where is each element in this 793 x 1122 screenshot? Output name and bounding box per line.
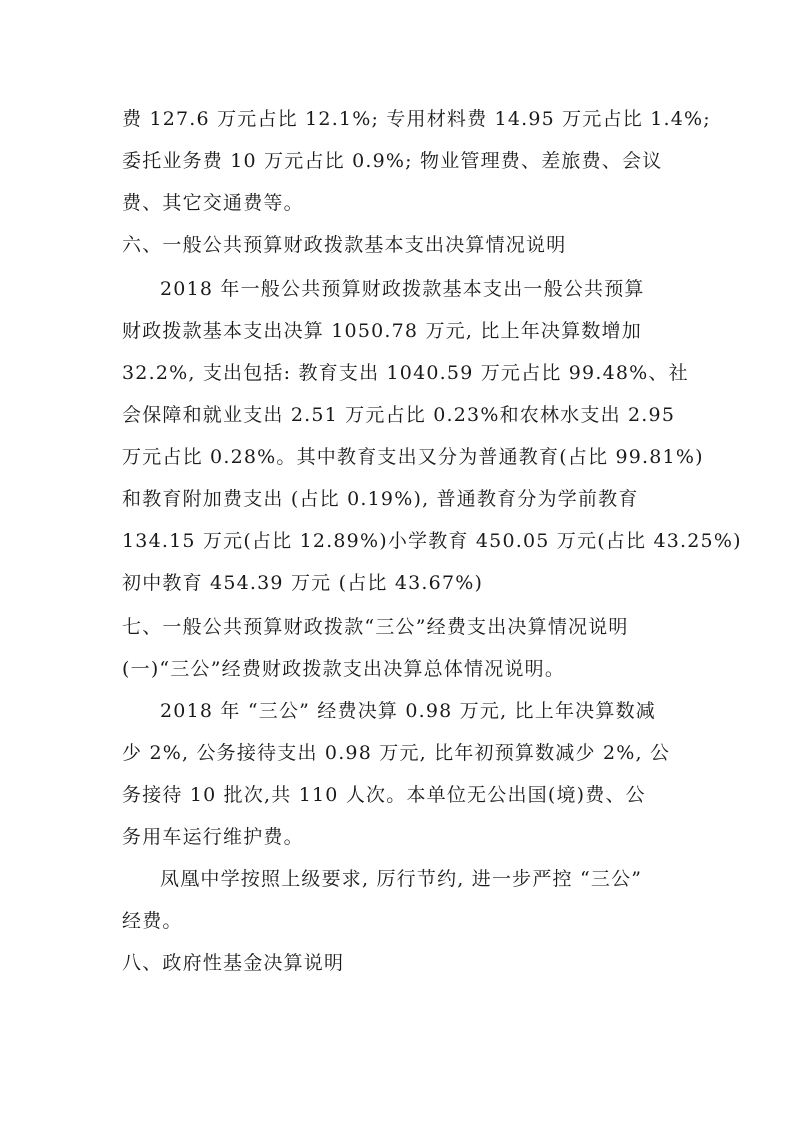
section-heading-7: 七、一般公共预算财政拨款“三公”经费支出决算情况说明 [122, 616, 629, 638]
body-line-9: 万元占比 0.28%。其中教育支出又分为普通教育(占比 99.81%) [122, 446, 704, 468]
body-line-6: 财政拨款基本支出决算 1050.78 万元, 比上年决算数增加 [122, 320, 642, 342]
body-line-7: 32.2%, 支出包括: 教育支出 1040.59 万元占比 99.48%、社 [122, 362, 689, 384]
body-line-11: 134.15 万元(占比 12.89%)小学教育 450.05 万元(占比 43.25%) [122, 530, 742, 552]
body-line-1: 费 127.6 万元占比 12.1%; 专用材料费 14.95 万元占比 1.4%; [122, 108, 711, 130]
section-heading-8: 八、政府性基金决算说明 [122, 952, 345, 974]
body-line-18: 务用车运行维护费。 [122, 826, 304, 848]
body-line-19: 凤凰中学按照上级要求, 厉行节约, 进一步严控 “三公” [160, 868, 643, 890]
body-line-2: 委托业务费 10 万元占比 0.9%; 物业管理费、差旅费、会议 [122, 150, 663, 172]
body-line-17: 务接待 10 批次,共 110 人次。本单位无公出国(境)费、公 [122, 784, 646, 806]
body-line-12: 初中教育 454.39 万元 (占比 43.67%) [122, 572, 484, 594]
body-line-5: 2018 年一般公共预算财政拨款基本支出一般公共预算 [160, 278, 645, 300]
body-line-15: 2018 年 “三公” 经费决算 0.98 万元, 比上年决算数减 [160, 700, 656, 722]
body-line-3: 费、其它交通费等。 [122, 192, 304, 214]
body-line-8: 会保障和就业支出 2.51 万元占比 0.23%和农林水支出 2.95 [122, 404, 676, 426]
body-line-10: 和教育附加费支出 (占比 0.19%), 普通教育分为学前教育 [122, 488, 639, 510]
body-line-20: 经费。 [122, 910, 183, 932]
section-heading-6: 六、一般公共预算财政拨款基本支出决算情况说明 [122, 234, 567, 256]
subsection-heading-7-1: (一)“三公”经费财政拨款支出决算总体情况说明。 [122, 658, 566, 680]
body-line-16: 少 2%, 公务接待支出 0.98 万元, 比年初预算数减少 2%, 公 [122, 742, 671, 764]
